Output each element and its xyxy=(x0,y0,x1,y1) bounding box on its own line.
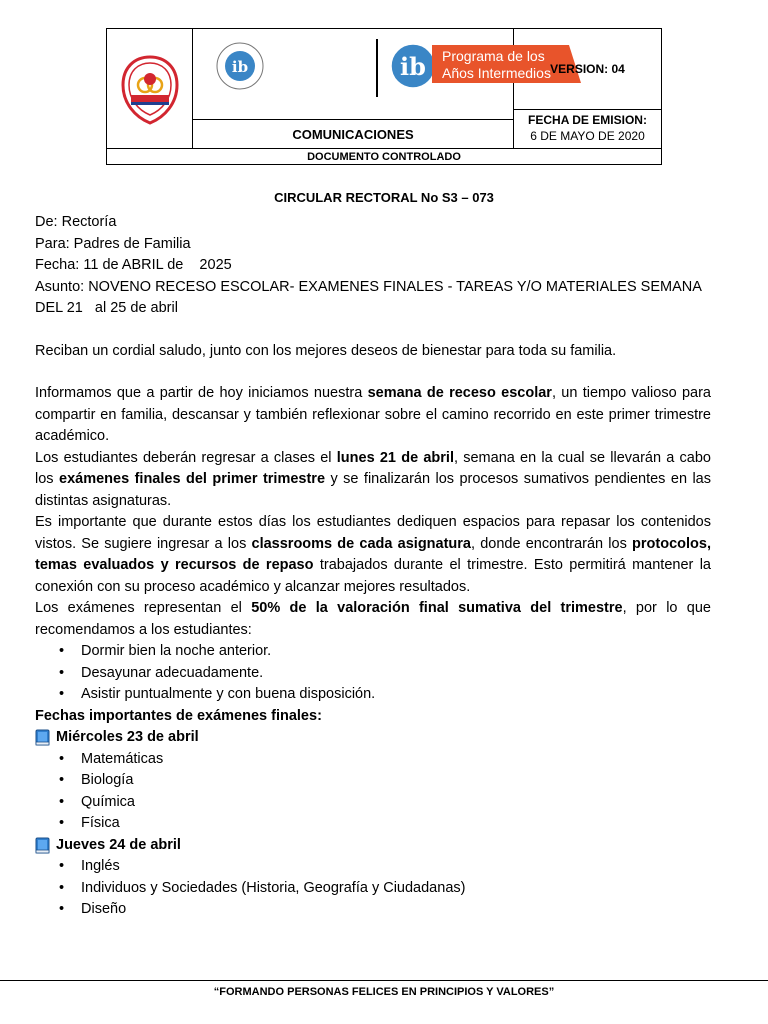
from-line: De: Rectoría xyxy=(35,214,117,230)
communications-label: COMUNICACIONES xyxy=(193,120,514,148)
issue-date-cell xyxy=(514,110,661,148)
recommendations-list xyxy=(35,641,711,706)
issue-date-label: FECHA DE EMISION: xyxy=(528,113,647,127)
list-item: • Química xyxy=(81,792,711,814)
subject-line: Asunto: NOVENO RECESO ESCOLAR- EXAMENES FINALES - TAREAS Y/O MATERIALES SEMANA DEL 21 al 25 de abril xyxy=(35,278,706,316)
exam-day-1-subjects xyxy=(35,749,711,835)
ib-mark-icon xyxy=(389,41,437,91)
svg-text:ib: ib xyxy=(400,52,426,81)
paragraph-receso: Informamos que a partir de hoy iniciamos nuestra semana de receso escolar, un tiempo valioso para compartir en familia, descansar y también reflexionar sobre el camino recorrido en este primer trimestre académico. xyxy=(35,385,711,444)
logo-separator xyxy=(376,39,378,97)
list-item: • Inglés xyxy=(81,856,711,878)
list-item: • Matemáticas xyxy=(81,749,711,771)
list-item: • Biología xyxy=(81,770,711,792)
paragraph-weight: Los exámenes representan el 50% de la valoración final sumativa del trimestre, por lo que recomendamos a los estudiantes: xyxy=(35,600,711,638)
list-item: • Desayunar adecuadamente. xyxy=(81,663,711,685)
version-label: VERSION: 04 xyxy=(514,29,661,110)
school-logo-cell xyxy=(107,29,193,148)
exam-day-2-subjects xyxy=(35,856,711,921)
footer-divider xyxy=(0,980,768,981)
ib-world-school-logo xyxy=(215,41,265,91)
exam-day-1-label: Miércoles 23 de abril xyxy=(56,729,199,745)
exams-heading: Fechas importantes de exámenes finales: xyxy=(35,707,322,724)
exam-day-1 xyxy=(35,727,711,749)
document-header-table xyxy=(106,28,662,165)
list-item: • Dormir bien la noche anterior. xyxy=(81,641,711,663)
paragraph-review: Es importante que durante estos días los estudiantes dediquen espacios para repasar los contenidos vistos. Se sugiere ingresar a los classrooms de cada asignatura, donde encontrarán los protocolos, temas evaluados y recursos de repaso trabajados durante el trimestre. Esto permitirá mantener la conexión con su proceso académico y alcanzar mejores resultados. xyxy=(35,514,711,595)
controlled-document-label: DOCUMENTO CONTROLADO xyxy=(107,148,661,164)
greeting: Reciban un cordial saludo, junto con los mejores deseos de bienestar para toda su familia. xyxy=(35,342,617,359)
list-item: • Diseño xyxy=(81,899,711,921)
exam-day-2 xyxy=(35,835,711,857)
school-seal-logo xyxy=(121,55,179,125)
ib-banner-line1: Programa de los xyxy=(442,48,545,64)
list-item: • Física xyxy=(81,813,711,835)
circular-body xyxy=(35,212,711,921)
date-line: Fecha: 11 de ABRIL de 2025 xyxy=(35,257,232,273)
issue-date-value: 6 DE MAYO DE 2020 xyxy=(530,129,645,143)
paragraph-return: Los estudiantes deberán regresar a clases el lunes 21 de abril, semana en la cual se llevarán a cabo los exámenes finales del primer trimestre y se finalizarán los procesos sumativos pendientes en las distintas asignaturas. xyxy=(35,449,711,509)
footer-motto: “FORMANDO PERSONAS FELICES EN PRINCIPIOS Y VALORES” xyxy=(213,986,555,998)
svg-text:ib: ib xyxy=(231,58,249,76)
ib-banner-line2: Años Intermedios xyxy=(442,65,551,81)
list-item: • Asistir puntualmente y con buena disposición. xyxy=(81,684,711,706)
list-item: • Individuos y Sociedades (Historia, Geografía y Ciudadanas) xyxy=(81,878,711,900)
blue-book-icon xyxy=(35,837,51,854)
blue-book-icon xyxy=(35,729,51,746)
exam-day-2-label: Jueves 24 de abril xyxy=(56,836,181,853)
circular-title: CIRCULAR RECTORAL No S3 – 073 xyxy=(274,190,494,205)
to-line: Para: Padres de Familia xyxy=(35,235,191,252)
ib-logos-cell xyxy=(193,29,551,120)
